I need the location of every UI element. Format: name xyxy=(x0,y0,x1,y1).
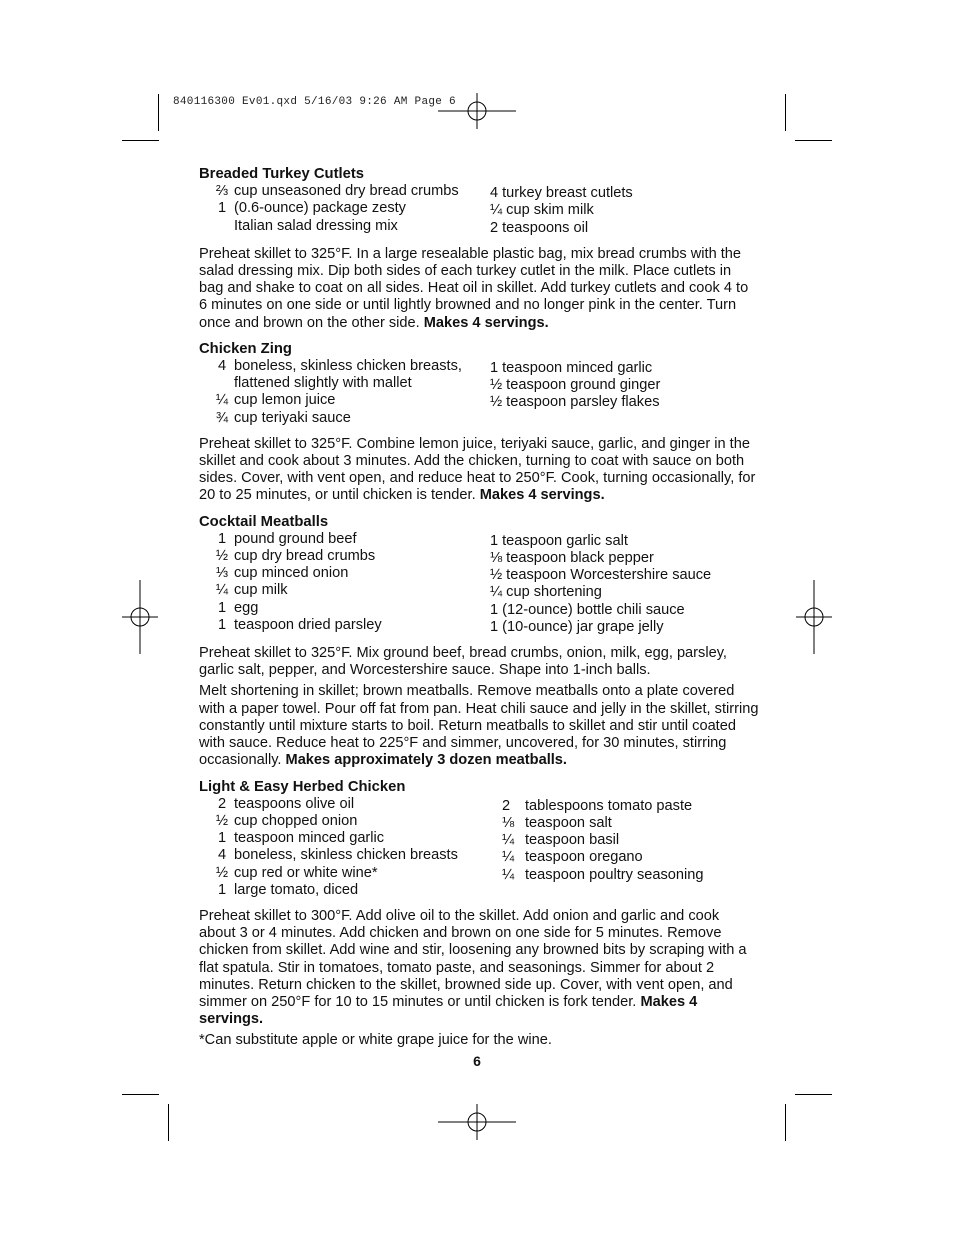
ingredient-text: turkey breast cutlets xyxy=(502,185,633,202)
quantity-text: ¼ xyxy=(215,392,229,409)
ingredient-item xyxy=(199,600,490,617)
registration-mark-top xyxy=(438,93,516,129)
ingredient-column-right xyxy=(490,183,633,237)
quantity-text: ⅔ xyxy=(215,183,229,200)
ingredient-text: cup milk xyxy=(234,582,288,599)
ingredient-item xyxy=(199,218,490,235)
file-slug: 840116300 Ev01.qxd 5/16/03 9:26 AM Page 6 xyxy=(173,96,456,108)
ingredient-text: (0.6-ounce) package zesty xyxy=(234,200,406,217)
ingredient-column-right xyxy=(490,531,711,636)
quantity-text: ½ xyxy=(215,812,229,829)
instruction-text: Preheat skillet to 325°F. Combine lemon juice, teriyaki sauce, garlic, and ginger in the skillet and cook about 3 minutes. Add the chicken, turning to coat with sauce on both sides. Cover, with vent open, and reduce heat to 250°F. Cook, turning occasionally, for 20 to 25 minutes, or until chicken is tender. xyxy=(199,435,756,504)
ingredient-item xyxy=(502,815,704,832)
ingredient-item xyxy=(199,565,490,582)
ingredient-quantity: ¼ xyxy=(490,584,503,601)
recipe xyxy=(199,166,759,332)
ingredient-list xyxy=(199,531,759,636)
ingredient-item xyxy=(502,832,704,849)
ingredient-text: cup red or white wine* xyxy=(234,864,378,881)
ingredient-quantity xyxy=(199,200,230,217)
ingredient-quantity: ⅛ xyxy=(502,814,515,831)
ingredient-text: boneless, skinless chicken breasts xyxy=(234,847,458,864)
recipe-title: Chicken Zing xyxy=(199,340,292,357)
ingredient-quantity xyxy=(199,375,230,392)
ingredient-text: teaspoon minced garlic xyxy=(502,360,653,377)
instruction-text: Melt shortening in skillet; brown meatballs. Remove meatballs onto a plate covered with a paper towel. Pour off fat from pan. Heat chili sauce and jelly in the skillet, stirring constantly until mixture starts to boil. Return meatballs to skillet and stir until coated with sauce. Reduce heat to 225°F and simmer, uncovered, for 30 minutes, stirring occasionally. xyxy=(199,683,759,769)
instruction-paragraph xyxy=(199,436,759,505)
ingredient-quantity: 1 xyxy=(490,618,499,635)
ingredient-item xyxy=(199,796,490,813)
ingredient-quantity: ½ xyxy=(490,567,503,584)
ingredient-item xyxy=(199,865,490,882)
ingredient-text: boneless, skinless chicken breasts, xyxy=(234,358,462,375)
ingredient-text: teaspoons olive oil xyxy=(234,795,355,812)
ingredient-text: cup skim milk xyxy=(506,202,594,219)
ingredient-quantity: ¼ xyxy=(502,866,515,883)
ingredient-text: teaspoon Worcestershire sauce xyxy=(506,567,712,584)
ingredient-text: teaspoon black pepper xyxy=(506,550,654,567)
recipe xyxy=(199,514,759,770)
quantity-text: ⅓ xyxy=(215,565,229,582)
recipe xyxy=(199,779,759,1050)
ingredient-text: cup chopped onion xyxy=(234,812,358,829)
instruction-text: *Can substitute apple or white grape juice for the wine. xyxy=(199,1032,552,1049)
ingredient-quantity: ¼ xyxy=(490,202,503,219)
ingredient-quantity xyxy=(199,882,230,899)
ingredient-quantity: 2 xyxy=(490,219,499,236)
instruction-paragraph xyxy=(199,1032,759,1049)
ingredient-text: teaspoon minced garlic xyxy=(234,830,385,847)
ingredient-item xyxy=(490,360,660,377)
ingredient-quantity: 1 xyxy=(490,532,499,549)
ingredient-quantity xyxy=(199,830,230,847)
ingredient-list xyxy=(199,358,759,427)
ingredient-quantity: 4 xyxy=(490,185,499,202)
ingredient-item xyxy=(490,533,711,550)
recipe-title: Cocktail Meatballs xyxy=(199,513,329,530)
ingredient-item xyxy=(490,602,711,619)
quantity-text: ¾ xyxy=(215,409,229,426)
ingredient-column-right xyxy=(490,358,660,427)
ingredient-text: tablespoons tomato paste xyxy=(525,797,693,814)
ingredient-quantity: ¼ xyxy=(502,832,515,849)
ingredient-quantity: ¼ xyxy=(502,849,515,866)
ingredient-column-left xyxy=(199,183,490,237)
crop-mark xyxy=(122,1094,159,1095)
quantity-text: 4 xyxy=(217,358,227,375)
ingredient-text: teaspoon poultry seasoning xyxy=(525,866,704,883)
ingredient-item xyxy=(199,582,490,599)
ingredient-text: teaspoons oil xyxy=(502,219,589,236)
ingredient-item xyxy=(490,185,633,202)
crop-mark xyxy=(785,1104,786,1141)
yield-text: Makes 4 servings. xyxy=(479,487,605,504)
quantity-text: 4 xyxy=(217,847,227,864)
ingredient-quantity xyxy=(199,358,230,375)
ingredient-item xyxy=(490,567,711,584)
ingredient-text: cup unseasoned dry bread crumbs xyxy=(234,183,459,200)
ingredient-quantity xyxy=(199,183,230,200)
ingredient-quantity xyxy=(199,548,230,565)
ingredient-item xyxy=(199,392,490,409)
crop-mark xyxy=(785,94,786,131)
ingredient-item xyxy=(502,798,704,815)
ingredient-item xyxy=(199,617,490,634)
ingredient-text: (10-ounce) jar grape jelly xyxy=(502,618,664,635)
recipe-title: Breaded Turkey Cutlets xyxy=(199,166,365,182)
ingredient-text: flattened slightly with mallet xyxy=(234,375,412,392)
ingredient-column-left xyxy=(199,531,490,636)
ingredient-quantity xyxy=(199,796,230,813)
registration-mark-bottom xyxy=(438,1104,516,1140)
ingredient-column-right xyxy=(490,796,704,899)
ingredient-item xyxy=(199,830,490,847)
ingredient-text: pound ground beef xyxy=(234,530,357,547)
crop-mark xyxy=(795,1094,832,1095)
ingredient-quantity xyxy=(199,813,230,830)
ingredient-quantity xyxy=(199,410,230,427)
ingredient-text: teaspoon oregano xyxy=(525,849,643,866)
registration-mark-left xyxy=(122,580,158,654)
crop-mark xyxy=(158,94,159,131)
page-number: 6 xyxy=(473,1053,481,1069)
ingredient-item xyxy=(502,867,704,884)
ingredient-item xyxy=(199,548,490,565)
ingredient-item xyxy=(199,375,490,392)
ingredient-item xyxy=(490,584,711,601)
ingredient-quantity xyxy=(199,582,230,599)
ingredient-item xyxy=(199,847,490,864)
quantity-text: 1 xyxy=(217,200,227,217)
ingredient-quantity xyxy=(199,531,230,548)
ingredient-text: teaspoon ground ginger xyxy=(506,377,661,394)
yield-text: Makes 4 servings. xyxy=(199,993,698,1028)
ingredient-text: cup shortening xyxy=(506,584,602,601)
crop-mark xyxy=(168,1104,169,1141)
ingredient-text: (12-ounce) bottle chili sauce xyxy=(502,601,685,618)
instruction-text: Preheat skillet to 300°F. Add olive oil to the skillet. Add onion and garlic and cook about 3 or 4 minutes. Add chicken and brown on one side for 5 minutes. Remove chicken from skillet. Add wine and stir, loosening any browned bits by scraping with a flat spatula. Stir in tomatoes, tomato paste, and seasonings. Simmer for about 2 minutes. Return chicken to the skillet, browned side up. Cover, with vent open, and simmer on 250°F for 10 to 15 minutes or until chicken is fork tender. xyxy=(199,907,747,1010)
ingredient-item xyxy=(199,531,490,548)
crop-mark xyxy=(795,140,832,141)
instruction-text: Preheat skillet to 325°F. In a large resealable plastic bag, mix bread crumbs with the salad dressing mix. Dip both sides of each turkey cutlet in the milk. Place cutlets in bag and shake to coat on all sides. Heat oil in skillet. Add turkey cutlets and cook 4 to 6 minutes on one side or until lightly browned and no longer pink in the center. Turn once and brown on the other side. xyxy=(199,245,749,331)
recipe-title: Light & Easy Herbed Chicken xyxy=(199,778,406,795)
quantity-text: 2 xyxy=(217,795,227,812)
ingredient-text: cup lemon juice xyxy=(234,392,336,409)
quantity-text: ½ xyxy=(215,864,229,881)
ingredient-quantity: ½ xyxy=(490,394,503,411)
ingredient-text: large tomato, diced xyxy=(234,881,359,898)
ingredient-quantity xyxy=(199,392,230,409)
ingredient-item xyxy=(502,849,704,866)
instruction-paragraph xyxy=(199,246,759,332)
ingredient-text: teaspoon garlic salt xyxy=(502,532,628,549)
ingredient-quantity xyxy=(199,617,230,634)
ingredient-item xyxy=(199,410,490,427)
ingredient-quantity xyxy=(199,565,230,582)
ingredient-quantity: 1 xyxy=(490,360,499,377)
recipe xyxy=(199,341,759,505)
ingredient-list xyxy=(199,796,759,899)
ingredient-text: cup dry bread crumbs xyxy=(234,548,376,565)
ingredient-item xyxy=(490,394,660,411)
ingredient-quantity xyxy=(199,600,230,617)
yield-text: Makes approximately 3 dozen meatballs. xyxy=(285,752,567,769)
ingredient-column-left xyxy=(199,796,490,899)
ingredient-item xyxy=(490,220,633,237)
quantity-text: ½ xyxy=(215,548,229,565)
yield-text: Makes 4 servings. xyxy=(423,314,549,331)
ingredient-item xyxy=(490,550,711,567)
ingredient-text: teaspoon parsley flakes xyxy=(506,394,660,411)
ingredient-text: cup teriyaki sauce xyxy=(234,409,351,426)
ingredient-quantity xyxy=(199,847,230,864)
recipe-page-content xyxy=(199,166,759,1054)
instruction-paragraph xyxy=(199,683,759,769)
ingredient-quantity: 2 xyxy=(502,797,511,814)
ingredient-quantity xyxy=(199,218,230,235)
ingredient-item xyxy=(199,882,490,899)
instruction-paragraph xyxy=(199,645,759,679)
ingredient-quantity: ½ xyxy=(490,377,503,394)
quantity-text: 1 xyxy=(217,599,227,616)
ingredient-item xyxy=(199,200,490,217)
ingredient-item xyxy=(490,202,633,219)
ingredient-text: teaspoon salt xyxy=(525,814,612,831)
quantity-text: 1 xyxy=(217,616,227,633)
ingredient-quantity: 1 xyxy=(490,601,499,618)
ingredient-text: teaspoon dried parsley xyxy=(234,616,382,633)
instruction-paragraph xyxy=(199,908,759,1028)
ingredient-column-left xyxy=(199,358,490,427)
ingredient-text: cup minced onion xyxy=(234,565,349,582)
ingredient-item xyxy=(490,377,660,394)
quantity-text: 1 xyxy=(217,530,227,547)
ingredient-quantity xyxy=(199,865,230,882)
ingredient-text: Italian salad dressing mix xyxy=(234,217,398,234)
registration-mark-right xyxy=(796,580,832,654)
ingredient-item xyxy=(199,813,490,830)
quantity-text: ¼ xyxy=(215,582,229,599)
crop-mark xyxy=(122,140,159,141)
ingredient-quantity: ⅛ xyxy=(490,550,503,567)
instruction-text: Preheat skillet to 325°F. Mix ground beef, bread crumbs, onion, milk, egg, parsley, garlic salt, pepper, and Worcestershire sauce. Shape into 1-inch balls. xyxy=(199,645,727,679)
ingredient-text: egg xyxy=(234,599,259,616)
quantity-text: 1 xyxy=(217,830,227,847)
quantity-text: 1 xyxy=(217,881,227,898)
ingredient-list xyxy=(199,183,759,237)
ingredient-text: teaspoon basil xyxy=(525,832,620,849)
ingredient-item xyxy=(199,358,490,375)
ingredient-item xyxy=(199,183,490,200)
ingredient-item xyxy=(490,619,711,636)
